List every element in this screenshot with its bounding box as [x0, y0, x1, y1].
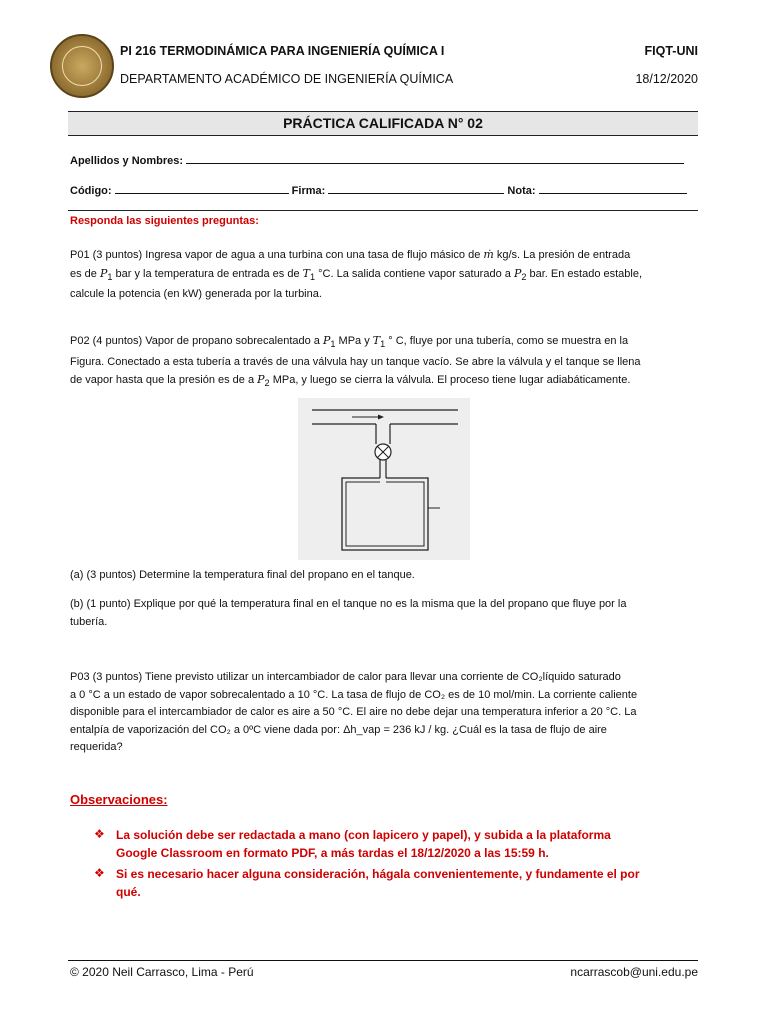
- exam-date: 18/12/2020: [635, 72, 698, 86]
- footer-divider: [68, 960, 698, 961]
- p02-line-3: de vapor hasta que la presión es de a $P_2$ MPa, y luego se cierra la válvula. El proceso tiene lugar adiabáticamente.: [70, 373, 631, 389]
- university-seal-logo: [50, 34, 114, 98]
- p03-line-1: P03 (3 puntos) Tiene previsto utilizar un intercambiador de calor para llevar una corriente de CO₂líquido saturado: [70, 671, 621, 683]
- p03-line-2: a 0 °C a un estado de vapor sobrecalentado a 10 °C. La tasa de flujo de CO₂ es de 10 mol/min. La corriente caliente: [70, 688, 638, 701]
- diamond-bullet-icon: ❖: [94, 866, 105, 880]
- grade-input-line[interactable]: [539, 182, 687, 194]
- p03-line-4: entalpía de vaporización del CO₂ a 0ºC viene dada por: Δh_vap = 236 kJ / kg. ¿Cuál es la tasa de flujo de aire: [70, 723, 607, 736]
- divider: [68, 210, 698, 211]
- instructions: Responda las siguientes preguntas:: [70, 215, 259, 227]
- code-label: Código:: [70, 185, 112, 197]
- p01-line-3: calcule la potencia (en kW) generada por la turbina.: [70, 288, 322, 301]
- question-p02: [70, 332, 698, 393]
- names-label: Apellidos y Nombres:: [70, 155, 184, 167]
- diamond-bullet-icon: ❖: [94, 827, 105, 841]
- page-title: PRÁCTICA CALIFICADA N° 02: [68, 111, 698, 136]
- p01-line-1: P01 (3 puntos) Ingresa vapor de agua a una turbina con una tasa de flujo másico de ṁ kg/s. La presión de entrada: [70, 248, 631, 261]
- p03-line-5: requerida?: [70, 741, 123, 753]
- footer-email[interactable]: ncarrascob@uni.edu.pe: [570, 965, 698, 979]
- names-input-line[interactable]: [186, 152, 684, 164]
- code-input-line[interactable]: [115, 182, 289, 194]
- question-p01: [70, 246, 698, 304]
- observation-item-2: Si es necesario hacer alguna consideración, hágala convenientemente, y fundamente el por qué.: [116, 867, 640, 899]
- p02-line-1: P02 (4 puntos) Vapor de propano sobrecalentado a $P_1$ MPa y $T_1$ ° C, fluye por una tubería, como se muestra en la: [70, 334, 629, 350]
- p02-part-b: (b) (1 punto) Explique por qué la temperatura final en el tanque no es la misma que la del propano que fluye por la tubería.: [70, 598, 627, 628]
- signature-label: Firma:: [291, 185, 326, 197]
- figure-background: [298, 398, 470, 560]
- p01-line-2: es de $P_1$ bar y la temperatura de entrada es de $T_1$ °C. La salida contiene vapor saturado a $P_2$ bar. En estado estable,: [70, 266, 643, 282]
- mass-flow-symbol: ṁ: [483, 248, 494, 261]
- id-fields-row: [70, 182, 687, 197]
- faculty-label: FIQT-UNI: [644, 44, 698, 58]
- observations-title: Observaciones:: [70, 792, 168, 807]
- department-label: DEPARTAMENTO ACADÉMICO DE INGENIERÍA QUÍMICA: [120, 72, 454, 86]
- signature-input-line[interactable]: [328, 182, 504, 194]
- p02-line-2: Figura. Conectado a esta tubería a través de una válvula hay un tanque vacío. Se abre la válvula y el tanque se llena: [70, 355, 641, 368]
- p03-line-3: disponible para el intercambiador de calor es aire a 50 °C. El aire no debe dejar una temperatura inferior a 20 °C. La: [70, 706, 637, 718]
- question-p03: [70, 669, 698, 757]
- names-field: [70, 152, 684, 167]
- observation-item-1: La solución debe ser redactada a mano (con lapicero y papel), y subida a la plataforma Google Classroom en formato PDF, a más tardas el 18/12/2020 a las 15:59 h.: [116, 828, 611, 860]
- course-title: PI 216 TERMODINÁMICA PARA INGENIERÍA QUÍMICA I: [120, 44, 445, 58]
- p02-part-a: (a) (3 puntos) Determine la temperatura final del propano en el tanque.: [70, 569, 415, 581]
- grade-label: Nota:: [507, 185, 536, 197]
- footer-copyright: © 2020 Neil Carrasco, Lima - Perú: [70, 965, 254, 979]
- pipe-tank-figure: [298, 398, 470, 560]
